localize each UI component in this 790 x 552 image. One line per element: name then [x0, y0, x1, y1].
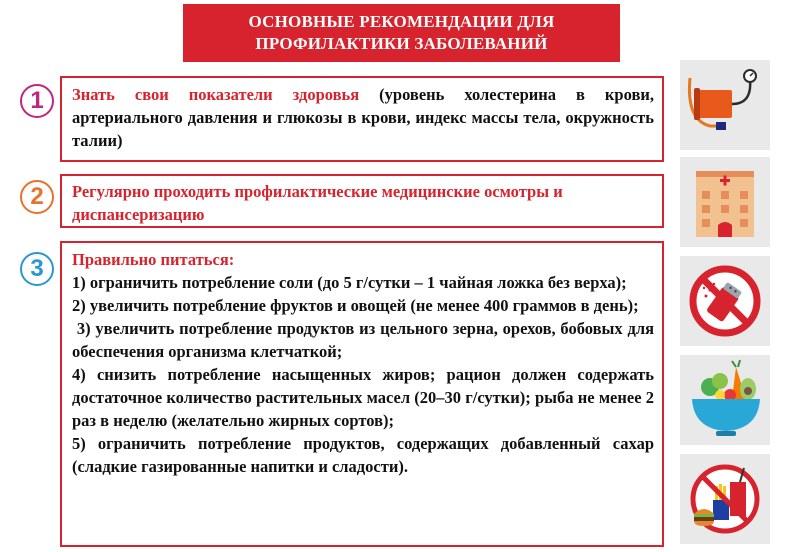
number-badge-3: 3 [20, 252, 54, 286]
number-badge-2: 2 [20, 180, 54, 214]
number-badge-1: 1 [20, 84, 54, 118]
vegetable-bowl-icon [680, 355, 770, 445]
nutrition-point-4: 4) снизить потребление насыщенных жиров; рацион должен содержать достаточное количество растительных масел (20–30 г/сутки); рыба не менее 2 раз в неделю (желательно жирных сортов); [72, 365, 654, 430]
blood-pressure-monitor-icon [680, 60, 770, 150]
no-fast-food-icon [680, 454, 770, 544]
recommendation-2-text: Регулярно проходить профилактические медицинские осмотры и диспансеризацию [72, 182, 563, 224]
hospital-building-icon [680, 157, 770, 247]
nutrition-point-3: 3) увеличить потребление продуктов из цельного зерна, орехов, бобовых для обеспечения организма клетчаткой; [72, 319, 659, 361]
recommendation-1-text: (уровень холестерина в крови, артериального давления и глюкозы в крови, индекс массы тела, окружность талии) [72, 85, 654, 150]
page-title-line-1: ОСНОВНЫЕ РЕКОМЕНДАЦИИ ДЛЯ [248, 12, 555, 31]
nutrition-point-2: 2) увеличить потребление фруктов и овощей (не менее 400 граммов в день); [72, 296, 639, 315]
recommendation-3-heading: Правильно питаться: [72, 250, 235, 269]
recommendation-1 [60, 76, 664, 162]
nutrition-point-5: 5) ограничить потребление продуктов, содержащих добавленный сахар (сладкие газированные напитки и сладости). [72, 434, 654, 476]
nutrition-point-1: 1) ограничить потребление соли (до 5 г/сутки – 1 чайная ложка без верха); [72, 273, 627, 292]
recommendation-3 [60, 241, 664, 547]
page-title [183, 4, 620, 62]
recommendation-1-highlight: Знать свои показатели здоровья [72, 85, 360, 104]
page-title-line-2: ПРОФИЛАКТИКИ ЗАБОЛЕВАНИЙ [255, 34, 548, 53]
no-salt-icon [680, 256, 770, 346]
recommendation-2 [60, 174, 664, 228]
